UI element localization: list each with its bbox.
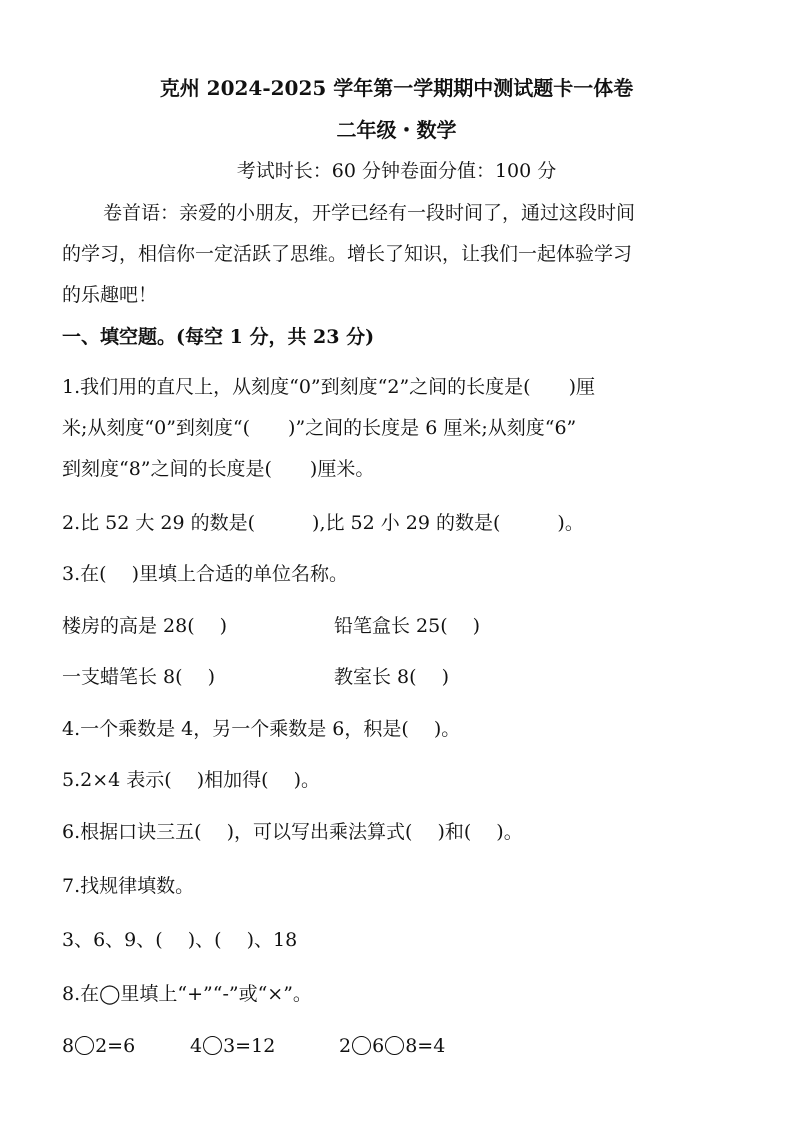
operand: 8 [62, 1035, 75, 1057]
intro-line-3: 的乐趣吧！ [62, 284, 158, 306]
question-5: 5.2×4 表示( )相加得( )。 [62, 769, 320, 791]
question-4: 4.一个乘数是 4，另一个乘数是 6，积是( )。 [62, 718, 461, 740]
operator-blank-circle[interactable] [352, 1036, 371, 1055]
operator-blank-circle[interactable] [385, 1036, 404, 1055]
exam-subtitle: 二年级・数学 [336, 118, 457, 142]
operand-result: 8=4 [405, 1035, 446, 1057]
question-3-item-d: 教室长 8( ) [334, 666, 449, 688]
intro-line-1: 卷首语：亲爱的小朋友，开学已经有一段时间了，通过这段时间 [103, 202, 636, 224]
question-8-expression-2 [190, 1034, 275, 1058]
operand-result: 2=6 [95, 1035, 136, 1057]
question-6: 6.根据口诀三五( )，可以写出乘法算式( )和( )。 [62, 821, 523, 843]
exam-meta: 考试时长：60 分钟卷面分值：100 分 [236, 160, 557, 182]
question-3-item-b: 铅笔盒长 25( ) [334, 615, 481, 637]
operand: 2 [339, 1035, 352, 1057]
question-7-sequence: 3、6、9、( )、( )、18 [62, 929, 298, 951]
question-8-expression-3 [339, 1034, 445, 1058]
question-1-line-3: 到刻度“8”之间的长度是( )厘米。 [62, 458, 375, 480]
operand-result: 3=12 [223, 1035, 276, 1057]
question-3-stem: 3.在( )里填上合适的单位名称。 [62, 563, 348, 585]
operator-blank-circle[interactable] [75, 1036, 94, 1055]
section-heading: 一、填空题。(每空 1 分，共 23 分) [62, 326, 375, 348]
intro-line-2: 的学习，相信你一定活跃了思维。增长了知识，让我们一起体验学习 [62, 243, 633, 265]
question-8-stem: 8.在◯里填上“+”“-”或“×”。 [62, 983, 312, 1005]
question-3-item-a: 楼房的高是 28( ) [62, 615, 228, 637]
operand: 4 [190, 1035, 203, 1057]
question-3-item-c: 一支蜡笔长 8( ) [62, 666, 215, 688]
question-7-stem: 7.找规律填数。 [62, 875, 195, 897]
question-1-line-2: 米;从刻度“0”到刻度“( )”之间的长度是 6 厘米;从刻度“6” [62, 417, 577, 439]
operator-blank-circle[interactable] [203, 1036, 222, 1055]
question-8-expression-1 [62, 1034, 135, 1058]
question-1-line-1: 1.我们用的直尺上，从刻度“0”到刻度“2”之间的长度是( )厘 [62, 376, 595, 398]
question-2: 2.比 52 大 29 的数是( ),比 52 小 29 的数是( )。 [62, 512, 584, 534]
operand: 6 [372, 1035, 385, 1057]
exam-title: 克州 2024-2025 学年第一学期期中测试题卡一体卷 [159, 76, 634, 100]
